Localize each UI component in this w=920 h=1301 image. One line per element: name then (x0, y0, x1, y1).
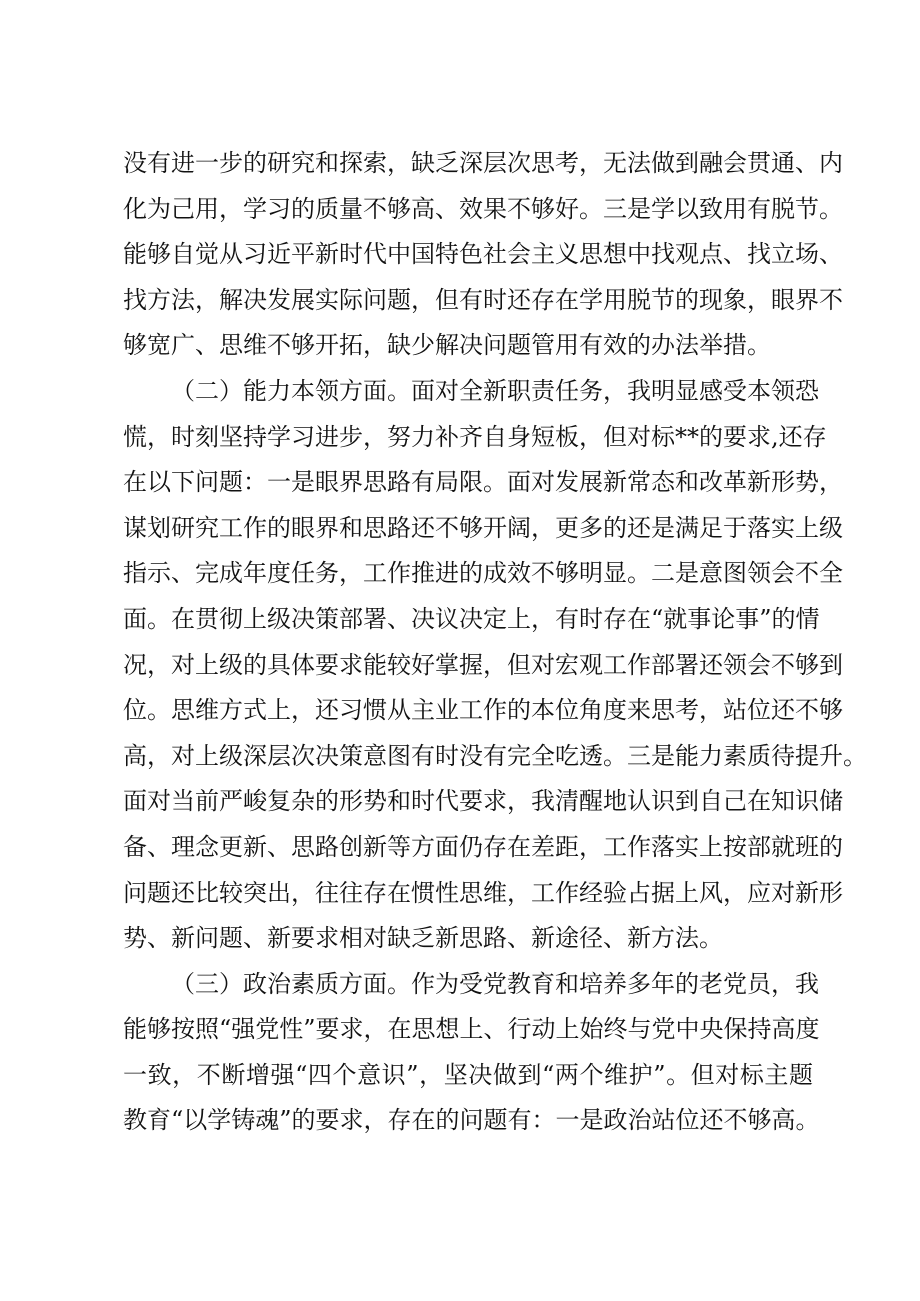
paragraph-3 (123, 962, 820, 1144)
paragraph-line: 问题还比较突出，往往存在惯性思维，工作经验占据上风，应对新形 (123, 878, 843, 907)
paragraph-1 (123, 141, 843, 369)
paragraph-line: 一致，不断增强“四个意识”，坚决做到“两个维护”。但对标主题 (123, 1060, 813, 1089)
paragraph-line: 面。在贯彻上级决策部署、决议决定上，有时存在“就事论事”的情 (123, 604, 820, 633)
paragraph-line: 势、新问题、新要求相对缺乏新思路、新途径、新方法。 (123, 924, 723, 953)
paragraph-line: 没有进一步的研究和探索，缺乏深层次思考，无法做到融会贯通、内 (123, 149, 843, 177)
paragraph-line: 能够自觉从习近平新时代中国特色社会主义思想中找观点、找立场、 (123, 240, 843, 269)
paragraph-line: 化为己用，学习的质量不够高、效果不够好。三是学以致用有脱节。 (123, 194, 843, 223)
paragraph-line: 谋划研究工作的眼界和思路还不够开阔，更多的还是满足于落实上级 (123, 513, 843, 542)
paragraph-2 (123, 369, 867, 962)
paragraph-line: 备、理念更新、思路创新等方面仍存在差距，工作落实上按部就班的 (123, 832, 843, 861)
paragraph-line-first: （三）政治素质方面。作为受党教育和培养多年的老党员，我 (171, 969, 819, 998)
paragraph-line: 面对当前严峻复杂的形势和时代要求，我清醒地认识到自己在知识储 (123, 787, 843, 816)
document-page (123, 141, 867, 1144)
paragraph-line-first: （二）能力本领方面。面对全新职责任务，我明显感受本领恐 (171, 376, 819, 405)
paragraph-line: 够宽广、思维不够开拓，缺少解决问题管用有效的办法举措。 (123, 331, 771, 360)
paragraph-line: 况，对上级的具体要求能较好掌握，但对宏观工作部署还领会不够到 (123, 650, 843, 679)
paragraph-line: 能够按照“强党性”要求，在思想上、行动上始终与党中央保持高度 (123, 1015, 820, 1044)
paragraph-line: 慌，时刻坚持学习进步，努力补齐自身短板，但对标**的要求,还存 (123, 422, 827, 451)
paragraph-line: 高，对上级深层次决策意图有时没有完全吃透。三是能力素质待提升。 (123, 741, 867, 770)
paragraph-line: 在以下问题：一是眼界思路有局限。面对发展新常态和改革新形势， (123, 468, 843, 497)
paragraph-line: 位。思维方式上，还习惯从主业工作的本位角度来思考，站位还不够 (123, 696, 843, 725)
paragraph-line: 教育“以学铸魂”的要求，存在的问题有：一是政治站位还不够高。 (123, 1106, 820, 1135)
paragraph-line: 指示、完成年度任务，工作推进的成效不够明显。二是意图领会不全 (123, 559, 843, 588)
paragraph-line: 找方法，解决发展实际问题，但有时还存在学用脱节的现象，眼界不 (123, 285, 843, 314)
